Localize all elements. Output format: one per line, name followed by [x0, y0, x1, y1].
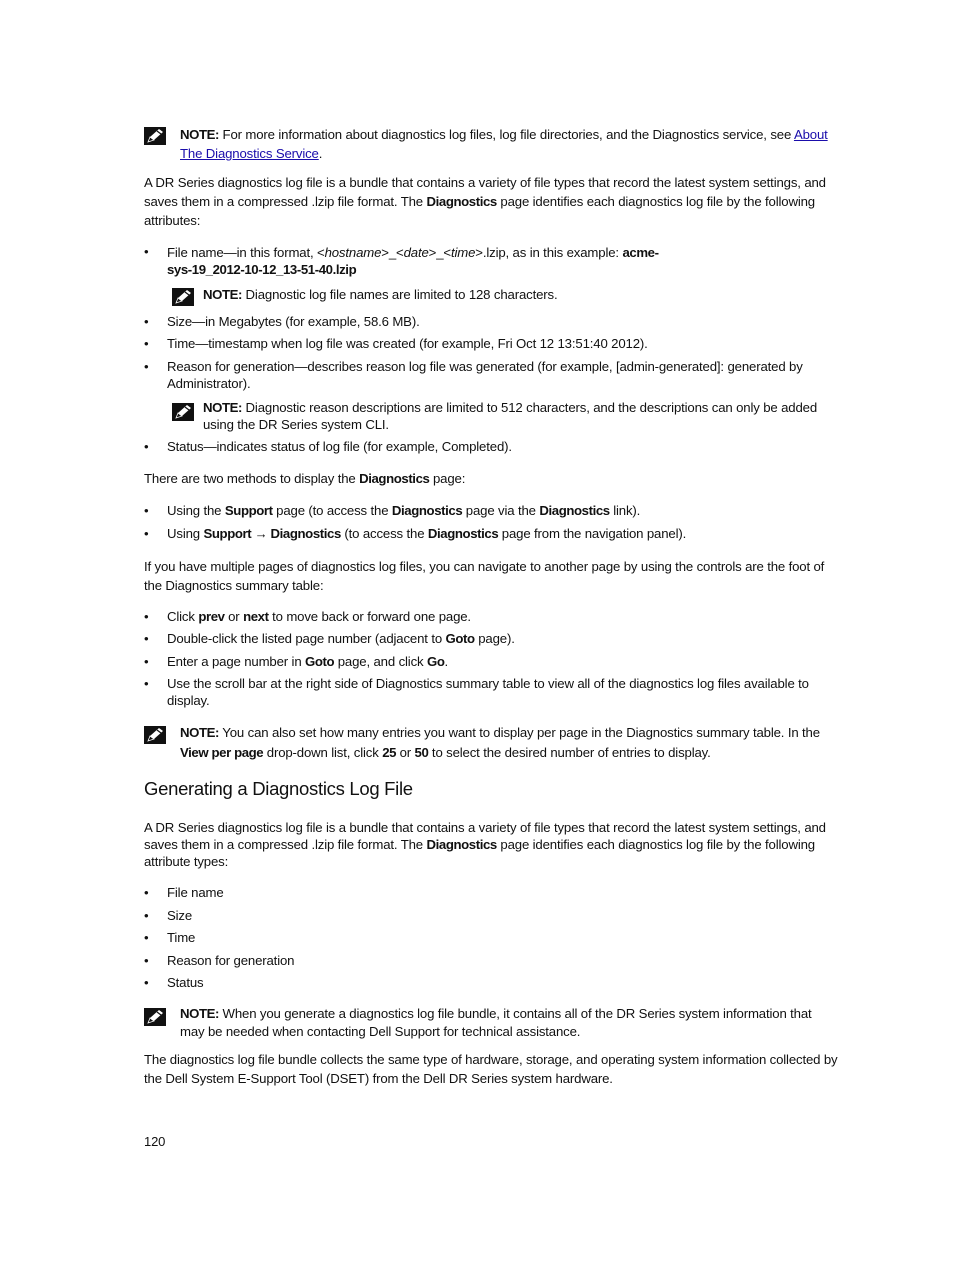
methods-intro: There are two methods to display the Diagnostics page: [144, 471, 466, 486]
note-pencil-icon [144, 1008, 166, 1026]
navigation-intro: If you have multiple pages of diagnostics log files, you can navigate to another page by using the controls are the foot of the Diagnostics summary table: [144, 559, 825, 593]
about-link[interactable]: About [793, 127, 828, 142]
section-intro-paragraph: A DR Series diagnostics log file is a bundle that contains a variety of file types that record the latest system settings, and saves them in a compressed .lzip file format. The Diagnostics page identifies each diagnostics log file by the following attribute types: [144, 820, 826, 869]
note-file-names: NOTE: Diagnostic log file names are limited to 128 characters. [203, 287, 558, 302]
note-pencil-icon [172, 288, 194, 306]
section-heading: Generating a Diagnostics Log File [144, 778, 413, 799]
note-reason-descriptions: NOTE: Diagnostic reason descriptions are limited to 512 characters, and the descriptions can only be added using the DR Series system CLI. [203, 400, 817, 432]
note-pencil-icon [144, 726, 166, 744]
diagnostics-service-link[interactable]: The Diagnostics Service [180, 146, 319, 161]
note-bundle-contents: NOTE: When you generate a diagnostics log file bundle, it contains all of the DR Series system information that may be needed when contacting Dell Support for technical assistance. [180, 1006, 812, 1039]
note-about-diagnostics: NOTE: For more information about diagnostics log files, log file directories, and the Diagnostics service, see About The Diagnostics Service. [180, 127, 828, 161]
closing-paragraph: The diagnostics log file bundle collects the same type of hardware, storage, and operating system information collected by the Dell System E-Support Tool (DSET) from the Dell DR Series system hardware. [144, 1052, 838, 1086]
page-number: 120 [144, 1134, 166, 1149]
note-view-per-page: NOTE: You can also set how many entries you want to display per page in the Diagnostics summary table. In the View per page drop-down list, click 25 or 50 to select the desired number of entries to display. [180, 725, 820, 760]
note-pencil-icon [172, 403, 194, 421]
intro-paragraph: A DR Series diagnostics log file is a bundle that contains a variety of file types that record the latest system settings, and saves them in a compressed .lzip file format. The Diagnostics page identifies each diagnostics log file by the following attributes: [144, 175, 826, 228]
note-pencil-icon [144, 127, 166, 145]
